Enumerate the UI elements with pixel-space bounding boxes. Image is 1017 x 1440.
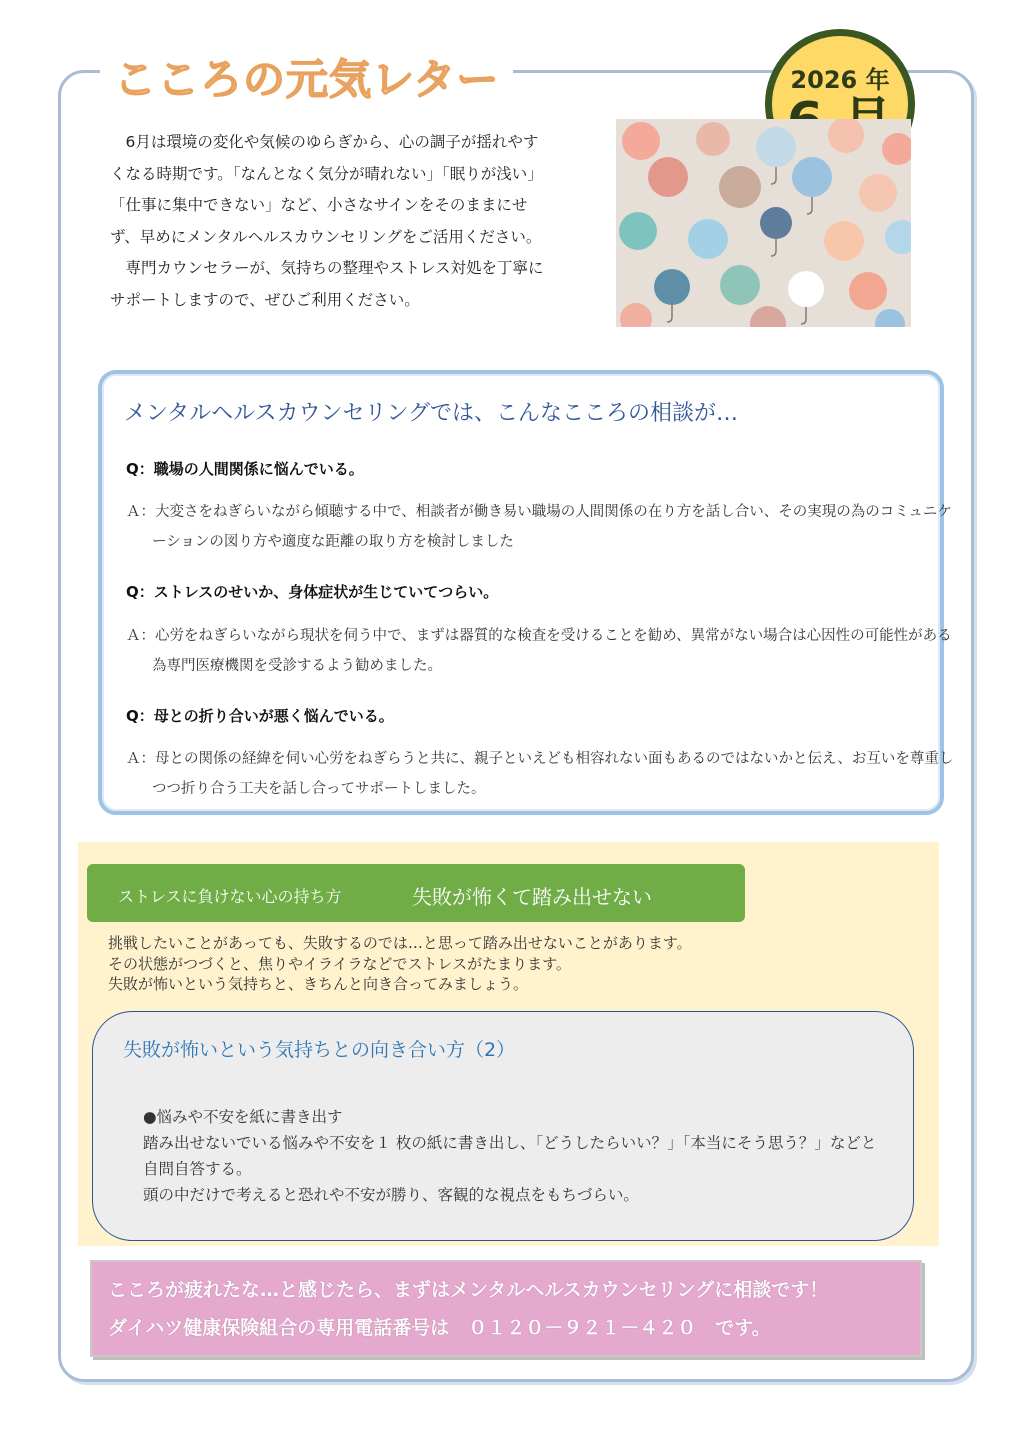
answer-1: Ａ：大変さをねぎらいながら傾聴する中で、相談者が働き易い職場の人間関係の在り方を話し合い、その実現の為のコミュニケーションの図り方や適度な距離の取り方を検討しました <box>126 504 952 550</box>
stress-line-1: 挑戦したいことがあっても、失敗するのでは…と思って踏み出せないことがあります。 <box>108 934 692 952</box>
badge-year: 2026 年 <box>790 66 890 94</box>
intro-paragraph-1: 6月は環境の変化や気候のゆらぎから、心の調子が揺れやすくなる時期です。「なんとなく気分が晴れない」「眠りが浅い」「仕事に集中できない」など、小さなサインをそのままにせず、早めにメンタルヘルスカウンセリングをご活用ください。 <box>110 133 543 246</box>
contact-line-1: こころが疲れたな…と感じたら、まずはメンタルヘルスカウンセリングに相談です！ <box>108 1279 829 1301</box>
question-3: Q：母との折り合いが悪く悩んでいる。 <box>126 707 394 725</box>
coping-body <box>143 1104 883 1208</box>
title-wrap <box>100 52 513 108</box>
counseling-qa-box <box>98 370 954 815</box>
stress-line-3: 失敗が怖いという気持ちと、きちんと向き合ってみましょう。 <box>108 975 529 993</box>
coping-title: 失敗が怖いという気持ちとの向き合い方（2） <box>123 1039 516 1061</box>
answer-2: Ａ：心労をねぎらいながら現状を伺う中で、まずは器質的な検査を受けることを勧め、異常がない場合は心因性の可能性がある為専門医療機関を受診するよう勧めました。 <box>126 628 952 674</box>
question-2: Q：ストレスのせいか、身体症状が生じていてつらい。 <box>126 583 499 601</box>
answer-3: Ａ：母との関係の経緯を伺い心労をねぎらうと共に、親子といえども相容れない面もあるのではないかと伝え、お互いを尊重しつつ折り合う工夫を話し合ってサポートしました。 <box>126 751 954 797</box>
intro-paragraph-2: 専門カウンセラーが、気持ちの整理やストレス対処を丁寧にサポートしますので、ぜひご利用ください。 <box>110 259 544 309</box>
contact-line-2: ダイハツ健康保険組合の専用電話番号は ０１２０－９２１－４２０ です。 <box>108 1317 771 1339</box>
qa-title: メンタルヘルスカウンセリングでは、こんなこころの相談が… <box>124 401 739 426</box>
intro-text <box>110 127 550 316</box>
contact-banner <box>90 1260 922 1357</box>
stress-line-2: その状態がつづくと、焦りやイライラなどでストレスがたまります。 <box>108 954 571 973</box>
coping-bullet: ●悩みや不安を紙に書き出す <box>143 1108 343 1126</box>
question-1: Q：職場の人間関係に悩んでいる。 <box>126 460 364 478</box>
coping-body-2: 頭の中だけで考えると恐れや不安が勝り、客観的な視点をもちづらい。 <box>143 1186 639 1204</box>
stress-header-bar <box>87 864 745 922</box>
stress-intro <box>108 933 692 995</box>
stress-topic: 失敗が怖くて踏み出せない <box>412 885 652 909</box>
coping-body-1: 踏み出せないでいる悩みや不安を１ 枚の紙に書き出し、「どうしたらいい？」「本当にそう思う？」などと自問自答する。 <box>143 1134 877 1178</box>
page-title: こころの元気レター <box>114 55 500 104</box>
umbrella-pattern-image <box>616 119 911 327</box>
coping-box <box>92 1011 914 1241</box>
stress-label: ストレスに負けない心の持ち方 <box>118 887 342 906</box>
